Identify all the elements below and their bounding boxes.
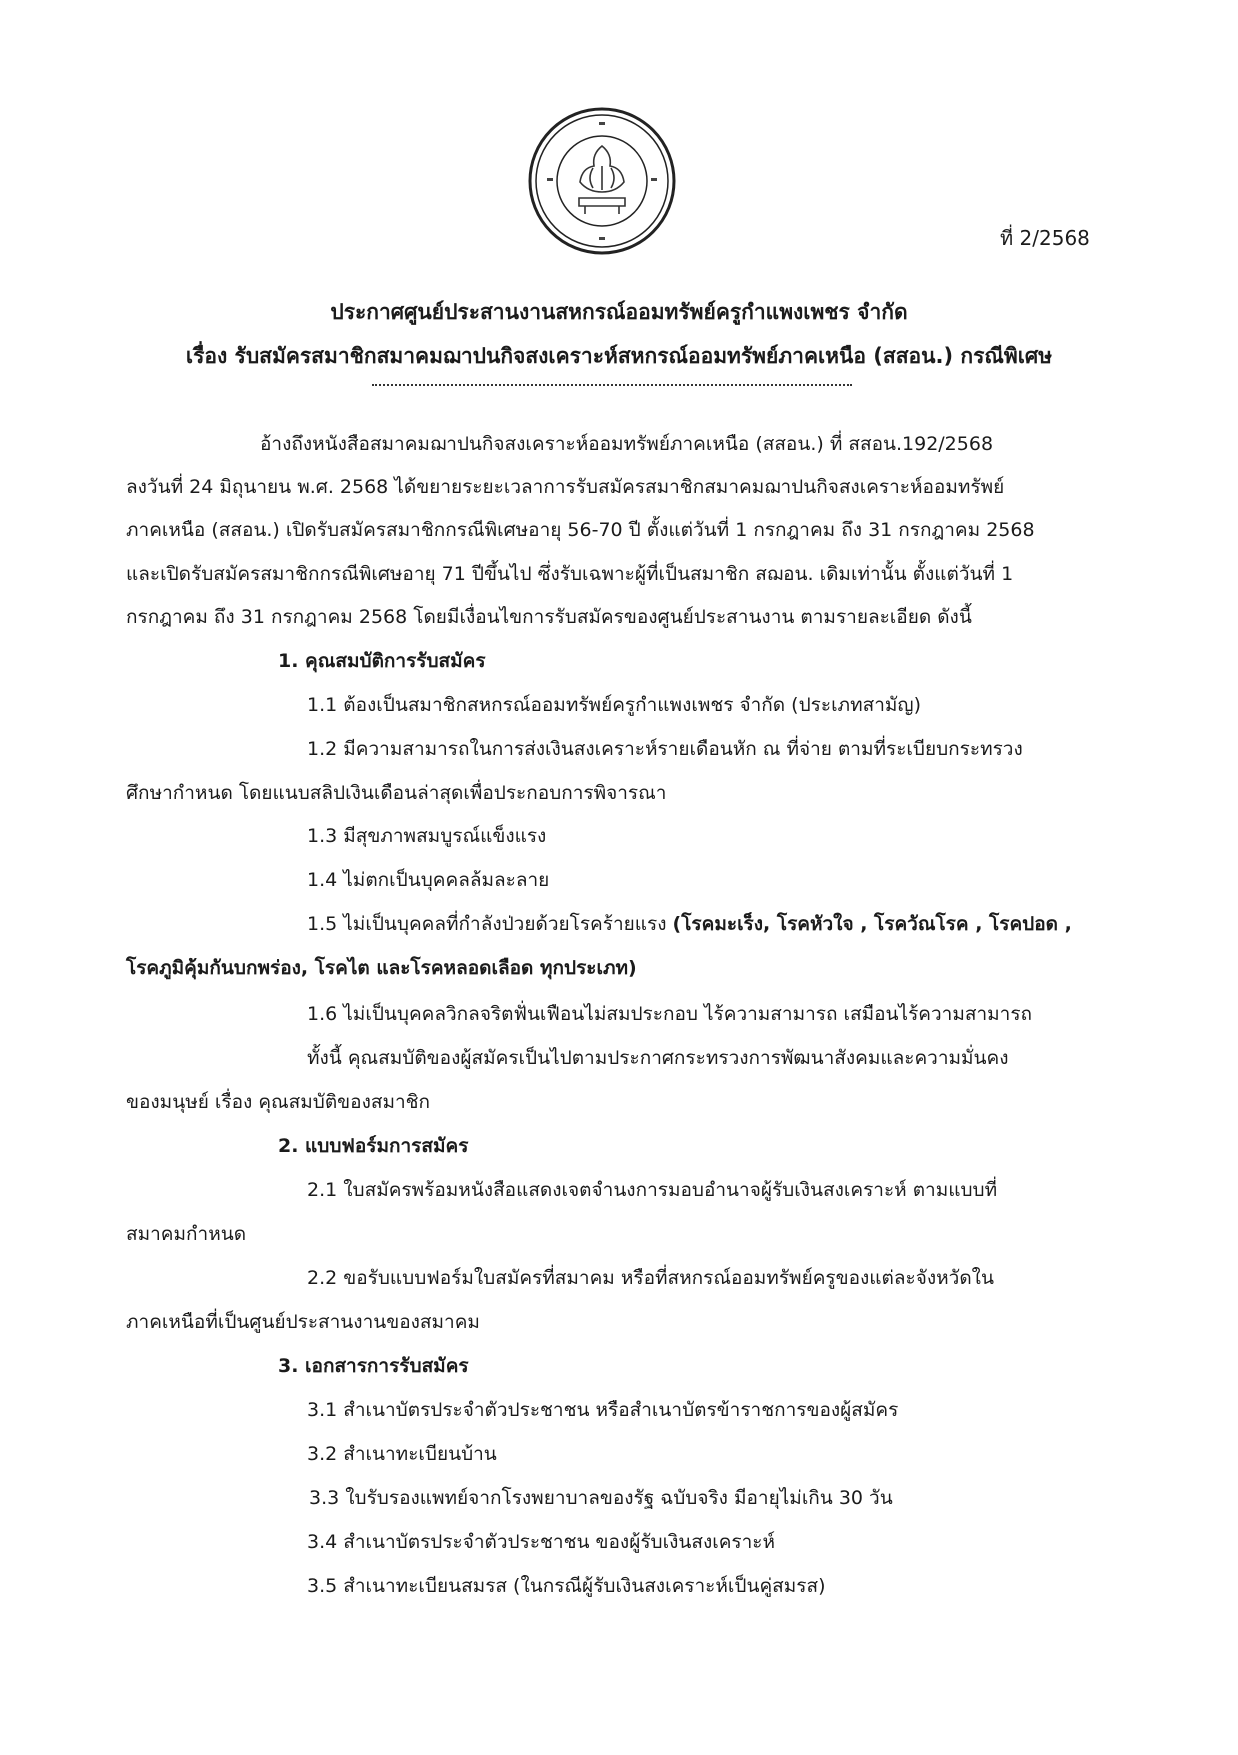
section-3-heading: 3. เอกสารการรับสมัคร	[278, 1355, 469, 1377]
item-2-2: 2.2 ขอรับแบบฟอร์มใบสมัครที่สมาคม หรือที่สหกรณ์ออมทรัพย์ครูของแต่ละจังหวัดใน	[307, 1267, 994, 1289]
intro-line-4: และเปิดรับสมัครสมาชิกกรณีพิเศษอายุ 71 ปีขึ้นไป ซึ่งรับเฉพาะผู้ที่เป็นสมาชิก สฌอน. เดิมเท่านั้น ตั้งแต่วันที่ 1	[126, 563, 1014, 585]
item-3-4: 3.4 สำเนาบัตรประจำตัวประชาชน ของผู้รับเงินสงเคราะห์	[307, 1531, 776, 1553]
announcement-subject: เรื่อง รับสมัครสมาชิกสมาคมฌาปนกิจสงเคราะห์สหกรณ์ออมทรัพย์ภาคเหนือ (สสอน.) กรณีพิเศษ	[185, 344, 1053, 368]
announcement-title: ประกาศศูนย์ประสานงานสหกรณ์ออมทรัพย์ครูกำแพงเพชร จำกัด	[330, 300, 908, 324]
item-1-1: 1.1 ต้องเป็นสมาชิกสหกรณ์ออมทรัพย์ครูกำแพงเพชร จำกัด (ประเภทสามัญ)	[307, 694, 922, 716]
association-seal-logo	[527, 106, 677, 256]
intro-line-1: อ้างถึงหนังสือสมาคมฌาปนกิจสงเคราะห์ออมทรัพย์ภาคเหนือ (สสอน.) ที่ สสอน.192/2568	[260, 433, 994, 455]
intro-line-2: ลงวันที่ 24 มิถุนายน พ.ศ. 2568 ได้ขยายระยะเวลาการรับสมัครสมาชิกสมาคมฌาปนกิจสงเคราะห์ออมทรัพย์	[126, 476, 1005, 498]
item-1-4: 1.4 ไม่ตกเป็นบุคคลล้มละลาย	[307, 869, 550, 891]
item-1-2: 1.2 มีความสามารถในการส่งเงินสงเคราะห์รายเดือนหัก ณ ที่จ่าย ตามที่ระเบียบกระทรวง	[307, 738, 1023, 760]
item-3-5: 3.5 สำเนาทะเบียนสมรส (ในกรณีผู้รับเงินสงเคราะห์เป็นคู่สมรส)	[307, 1575, 826, 1597]
qualification-note-cont: ของมนุษย์ เรื่อง คุณสมบัติของสมาชิก	[126, 1091, 431, 1113]
intro-line-3: ภาคเหนือ (สสอน.) เปิดรับสมัครสมาชิกกรณีพิเศษอายุ 56-70 ปี ตั้งแต่วันที่ 1 กรกฎาคม ถึง 31 กรกฎาคม 2568	[126, 519, 1035, 541]
item-1-5	[307, 911, 1072, 937]
section-2-heading: 2. แบบฟอร์มการสมัคร	[278, 1135, 469, 1157]
item-3-2: 3.2 สำเนาทะเบียนบ้าน	[307, 1443, 497, 1465]
item-3-3: 3.3 ใบรับรองแพทย์จากโรงพยาบาลของรัฐ ฉบับจริง มีอายุไม่เกิน 30 วัน	[309, 1487, 893, 1509]
item-1-6: 1.6 ไม่เป็นบุคคลวิกลจริตฟั่นเฟือนไม่สมประกอบ ไร้ความสามารถ เสมือนไร้ความสามารถ	[307, 1003, 1033, 1025]
item-2-1: 2.1 ใบสมัครพร้อมหนังสือแสดงเจตจำนงการมอบอำนาจผู้รับเงินสงเคราะห์ ตามแบบที่	[307, 1179, 998, 1201]
item-2-2-cont: ภาคเหนือที่เป็นศูนย์ประสานงานของสมาคม	[126, 1311, 480, 1333]
item-1-5-diseases: (โรคมะเร็ง, โรคหัวใจ , โรควัณโรค , โรคปอด ,	[672, 913, 1072, 935]
qualification-note: ทั้งนี้ คุณสมบัติของผู้สมัครเป็นไปตามประกาศกระทรวงการพัฒนาสังคมและความมั่นคง	[307, 1047, 1009, 1069]
item-1-5-text: 1.5 ไม่เป็นบุคคลที่กำลังป่วยด้วยโรคร้ายแรง	[307, 913, 673, 935]
document-number: ที่ 2/2568	[1000, 226, 1090, 250]
item-1-2-cont: ศึกษากำหนด โดยแนบสลิปเงินเดือนล่าสุดเพื่อประกอบการพิจารณา	[126, 782, 667, 804]
item-1-5-cont: โรคภูมิคุ้มกันบกพร่อง, โรคไต และโรคหลอดเลือด ทุกประเภท)	[126, 957, 637, 979]
item-3-1: 3.1 สำเนาบัตรประจำตัวประชาชน หรือสำเนาบัตรข้าราชการของผู้สมัคร	[307, 1399, 899, 1421]
intro-line-5: กรกฎาคม ถึง 31 กรกฎาคม 2568 โดยมีเงื่อนไขการรับสมัครของศูนย์ประสานงาน ตามรายละเอียด ดังนี้	[126, 606, 972, 628]
item-1-3: 1.3 มีสุขภาพสมบูรณ์แข็งแรง	[307, 825, 547, 847]
item-2-1-cont: สมาคมกำหนด	[126, 1223, 247, 1245]
section-1-heading: 1. คุณสมบัติการรับสมัคร	[278, 650, 486, 672]
dotted-divider	[372, 384, 852, 386]
